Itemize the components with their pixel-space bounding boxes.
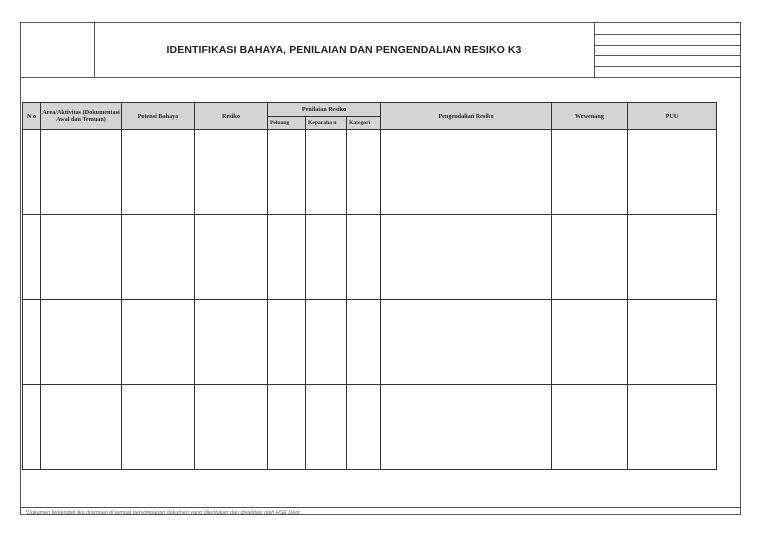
cell-keparahan[interactable] [306, 300, 347, 385]
header-puu: PUU [628, 103, 717, 130]
document-info-box [594, 23, 741, 77]
header-kategori: Kategori [347, 117, 381, 130]
footer-divider [21, 507, 740, 508]
cell-no[interactable] [23, 130, 41, 215]
cell-kategori[interactable] [347, 385, 381, 470]
cell-potensi-bahaya[interactable] [122, 215, 195, 300]
info-line [595, 55, 741, 56]
header-pengendalian-resiko: Pengendalian Resiko [381, 103, 552, 130]
cell-pengendalian[interactable] [381, 130, 552, 215]
table-row [23, 215, 717, 300]
header-peluang: Peluang [268, 117, 306, 130]
cell-no[interactable] [23, 385, 41, 470]
cell-pengendalian[interactable] [381, 300, 552, 385]
cell-peluang[interactable] [268, 130, 306, 215]
cell-peluang[interactable] [268, 385, 306, 470]
cell-resiko[interactable] [195, 215, 268, 300]
table-row [23, 300, 717, 385]
header-area: Area/Aktivitas (Dokumentasi Awal dan Temuan) [41, 103, 122, 130]
info-line [595, 34, 741, 35]
cell-wewenang[interactable] [552, 215, 628, 300]
table-row [23, 130, 717, 215]
cell-puu[interactable] [628, 130, 717, 215]
cell-area[interactable] [41, 130, 122, 215]
cell-pengendalian[interactable] [381, 215, 552, 300]
form-header [21, 23, 740, 78]
header-potensi-bahaya: Potensi Bahaya [122, 103, 195, 130]
cell-keparahan[interactable] [306, 130, 347, 215]
cell-wewenang[interactable] [552, 130, 628, 215]
cell-wewenang[interactable] [552, 300, 628, 385]
header-wewenang: Wewenang [552, 103, 628, 130]
cell-peluang[interactable] [268, 215, 306, 300]
cell-potensi-bahaya[interactable] [122, 300, 195, 385]
cell-resiko[interactable] [195, 130, 268, 215]
cell-resiko[interactable] [195, 300, 268, 385]
cell-potensi-bahaya[interactable] [122, 385, 195, 470]
cell-kategori[interactable] [347, 300, 381, 385]
form-sheet [20, 22, 741, 515]
cell-puu[interactable] [628, 300, 717, 385]
logo-placeholder [21, 23, 95, 77]
info-line [595, 66, 741, 67]
document-footnote: *Dokumen terkendali jika disimpan di tempat penyimpanan dokumen yang ditentukan dan divalidasi oleh HSE Dept [25, 510, 300, 516]
cell-area[interactable] [41, 215, 122, 300]
cell-kategori[interactable] [347, 215, 381, 300]
info-line [595, 45, 741, 46]
risk-table [22, 102, 717, 470]
cell-no[interactable] [23, 215, 41, 300]
cell-puu[interactable] [628, 215, 717, 300]
cell-area[interactable] [41, 385, 122, 470]
table-row [23, 385, 717, 470]
cell-puu[interactable] [628, 385, 717, 470]
cell-kategori[interactable] [347, 130, 381, 215]
cell-wewenang[interactable] [552, 385, 628, 470]
header-keparahan: Keparaha n [306, 117, 347, 130]
header-resiko: Resiko [195, 103, 268, 130]
cell-pengendalian[interactable] [381, 385, 552, 470]
cell-peluang[interactable] [268, 300, 306, 385]
cell-potensi-bahaya[interactable] [122, 130, 195, 215]
cell-keparahan[interactable] [306, 215, 347, 300]
document-title: IDENTIFIKASI BAHAYA, PENILAIAN DAN PENGENDALIAN RESIKO K3 [166, 44, 522, 56]
cell-keparahan[interactable] [306, 385, 347, 470]
cell-resiko[interactable] [195, 385, 268, 470]
header-no: N o [23, 103, 41, 130]
cell-no[interactable] [23, 300, 41, 385]
header-penilaian-resiko: Penilaian Resiko [268, 103, 381, 117]
cell-area[interactable] [41, 300, 122, 385]
